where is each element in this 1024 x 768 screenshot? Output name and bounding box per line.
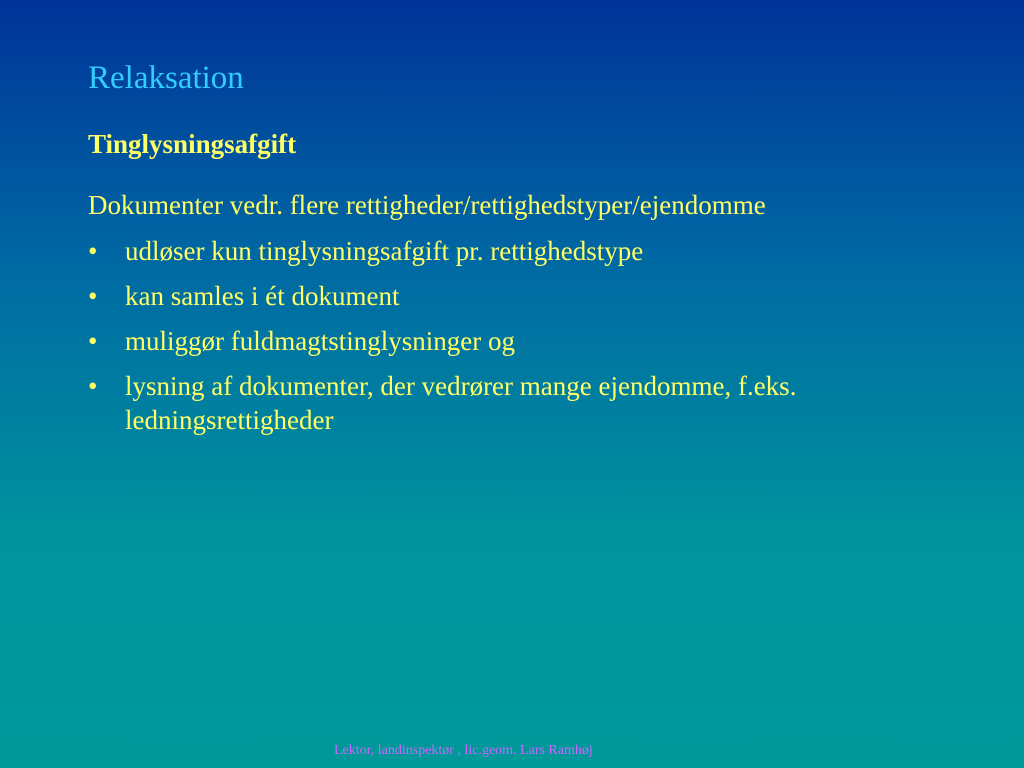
bullet-text: udløser kun tinglysningsafgift pr. rettighedstype <box>125 236 644 266</box>
bullet-text: kan samles i ét dokument <box>125 281 400 311</box>
slide-subheading: Tinglysningsafgift <box>88 129 297 159</box>
bullet-item <box>88 234 988 268</box>
bullet-icon: • <box>88 236 98 266</box>
intro-text: Dokumenter vedr. flere rettigheder/rettighedstyper/ejendomme <box>88 190 766 220</box>
slide-title: Relaksation <box>88 60 244 96</box>
bullet-list <box>88 234 988 448</box>
bullet-text: lysning af dokumenter, der vedrører mange ejendomme, f.eks. ledningsrettigheder <box>125 371 797 435</box>
bullet-icon: • <box>88 281 98 311</box>
bullet-text: muliggør fuldmagtstinglysninger og <box>125 326 515 356</box>
bullet-item <box>88 279 988 313</box>
bullet-icon: • <box>88 371 98 401</box>
footer-credit: Lektor, landinspektør , lic.geom. Lars Ramhøj <box>334 743 593 758</box>
bullet-icon: • <box>88 326 98 356</box>
bullet-item <box>88 324 988 358</box>
bullet-item <box>88 369 988 437</box>
